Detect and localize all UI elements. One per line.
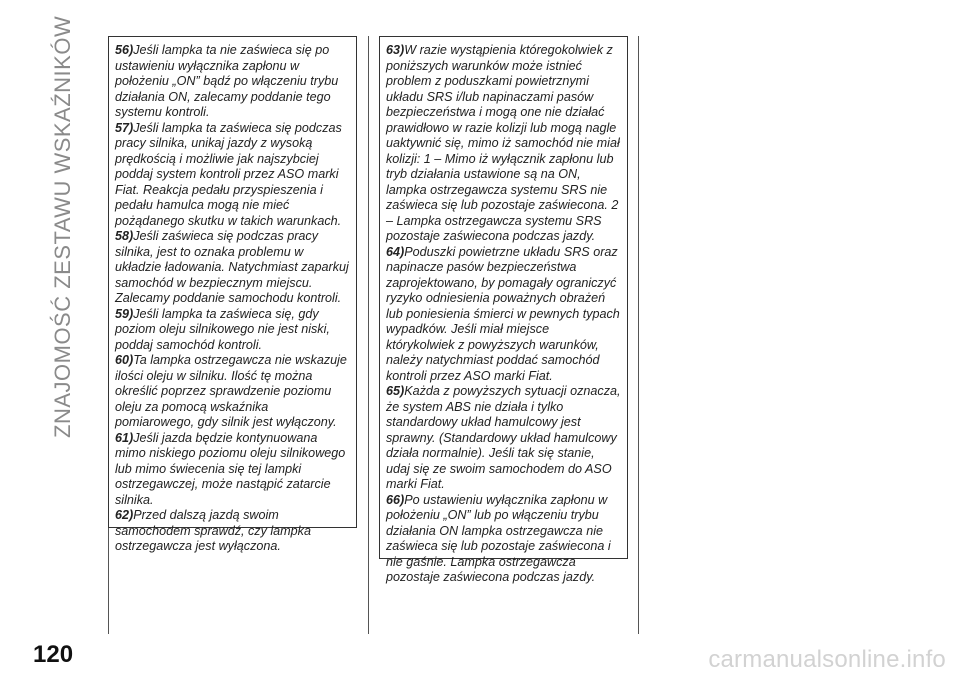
watermark: carmanualsonline.info — [708, 646, 946, 673]
warning-box-left — [108, 36, 357, 553]
note-number: 66) — [386, 492, 405, 507]
warning-note — [115, 353, 350, 431]
warning-note — [115, 229, 350, 307]
warning-note — [115, 43, 350, 121]
note-text: Jeśli zaświeca się podczas pracy silnika, jest to oznaka problemu w układzie ładowania. Natychmiast zaparkuj samochód w bezpiecznym miejscu. Zalecamy poddanie samochodu kontroli. — [115, 229, 349, 305]
column-divider-right — [638, 36, 639, 634]
warning-note — [386, 384, 621, 493]
note-text: Ta lampka ostrzegawcza nie wskazuje ilości oleju w silniku. Ilość tę można określić poprzez sprawdzenie poziomu oleju za pomocą wskaźnika pomiarowego, gdy silnik jest wyłączony. — [115, 353, 347, 429]
note-number: 63) — [386, 43, 405, 57]
note-number: 59) — [115, 306, 134, 321]
warning-note — [386, 43, 621, 245]
note-number: 60) — [115, 353, 134, 367]
note-number: 62) — [115, 508, 134, 522]
note-number: 64) — [386, 244, 405, 259]
note-text: Przed dalszą jazdą swoim samochodem sprawdź, czy lampka ostrzegawcza jest wyłączona. — [115, 508, 311, 553]
note-number: 56) — [115, 43, 134, 57]
warning-note — [386, 245, 621, 385]
note-number: 57) — [115, 120, 134, 135]
note-text: W razie wystąpienia któregokolwiek z poniższych warunków może istnieć problem z poduszkami powietrznymi układu SRS i/lub napinaczami pasów bezpieczeństwa i mogą one nie działać prawidłowo w razie kolizji lub mogą nagle uaktywnić się, mimo iż samochód nie miał kolizji: 1 – Mimo iż wyłącznik zapłonu lub tryb działania ustawione są na ON, lampka ostrzegawcza systemu SRS nie zaświeca się lub pozostaje zaświecona. 2 – Lampka ostrzegawcza systemu SRS pozostaje zaświecona podczas jazdy. — [386, 43, 620, 243]
note-text: Poduszki powietrzne układu SRS oraz napinacze pasów bezpieczeństwa zaprojektowano, by pomagały ograniczyć ryzyko odniesienia poważnych obrażeń lub poniesienia śmierci w pewnych typach wypadków. Jeśli miał miejsce którykolwiek z powyższych warunków, należy natychmiast poddać samochód kontroli przez ASO marki Fiat. — [386, 244, 620, 383]
warning-note — [386, 493, 621, 586]
note-number: 61) — [115, 430, 134, 445]
section-title: ZNAJOMOŚĆ ZESTAWU WSKAŹNIKÓW — [50, 15, 75, 438]
note-text: Jeśli lampka ta zaświeca się podczas pracy silnika, unikaj jazdy z wysoką prędkością i możliwie jak najszybciej poddaj system kontroli przez ASO marki Fiat. Reakcja pedału przyspieszenia i pedału hamulca mogą nie mieć pożądanego skutku w takich warunkach. — [115, 120, 342, 228]
warning-note — [115, 121, 350, 230]
note-text: Jeśli lampka ta zaświeca się, gdy poziom oleju silnikowego nie jest niski, poddaj samochód kontroli. — [115, 306, 330, 352]
warning-notes-left — [115, 43, 350, 555]
note-text: Każda z powyższych sytuacji oznacza, że system ABS nie działa i tylko standardowy układ hamulcowy jest sprawny. (Standardowy układ hamulcowy działa normalnie). Jeśli tak się stanie, udaj się ze swoim samochodem do ASO marki Fiat. — [386, 384, 621, 491]
note-text: Jeśli jazda będzie kontynuowana mimo niskiego poziomu oleju silnikowego lub mimo świecenia się tej lampki ostrzegawczej, może nastąpić zatarcie silnika. — [115, 430, 346, 507]
note-number: 58) — [115, 229, 134, 243]
page-number: 120 — [33, 641, 74, 668]
warning-notes-right — [386, 43, 621, 586]
note-text: Po ustawieniu wyłącznika zapłonu w położeniu „ON” lub po włączeniu trybu działania ON lampka ostrzegawcza nie zaświeca się lub pozostaje zaświecona i nie gaśnie. Lampka ostrzegawcza pozostaje zaświecona podczas jazdy. — [386, 492, 611, 584]
note-number: 65) — [386, 384, 405, 398]
column-divider-middle — [368, 36, 369, 634]
warning-note — [115, 431, 350, 509]
warning-box-right — [379, 36, 628, 584]
warning-note — [115, 307, 350, 354]
note-text: Jeśli lampka ta nie zaświeca się po ustawieniu wyłącznika zapłonu w położeniu „ON” bądź po włączeniu trybu działania ON, zalecamy poddanie tego systemu kontroli. — [115, 43, 339, 119]
warning-note — [115, 508, 350, 555]
